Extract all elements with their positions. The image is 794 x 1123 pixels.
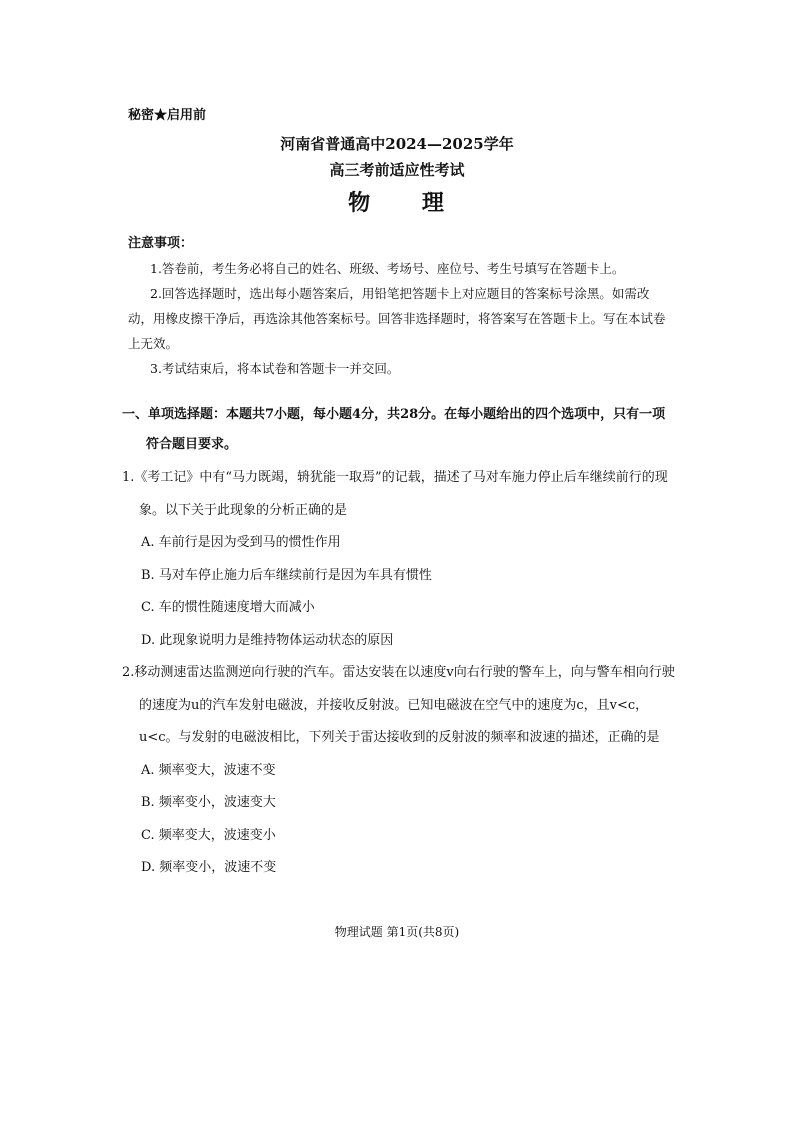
page-footer: 物理试题 第1页(共8页) bbox=[334, 925, 460, 939]
option-c: C. 频率变大，波速变小 bbox=[141, 827, 276, 843]
option-b: B. 马对车停止施力后车继续前行是因为车具有惯性 bbox=[141, 567, 432, 583]
notice-item-3: 3.考试结束后，将本试卷和答题卡一并交回。 bbox=[150, 361, 400, 376]
option-c: C. 车的惯性随速度增大而减小 bbox=[141, 600, 315, 615]
subject-title: 物 理 bbox=[348, 190, 466, 216]
question-stem: 1.《考工记》中有“马力既竭，辀犹能一取焉”的记载，描述了马对车施力停止后车继续前行的现象。以下关于此现象的分析正确的是 bbox=[122, 470, 668, 518]
option-a: A. 频率变大，波速不变 bbox=[141, 762, 276, 778]
option-b: B. 频率变小，波速变大 bbox=[141, 795, 276, 810]
notice-heading: 注意事项： bbox=[128, 236, 194, 251]
option-d: D. 此现象说明力是维持物体运动状态的原因 bbox=[141, 632, 394, 648]
question-2 bbox=[122, 657, 682, 885]
notice-item-1: 1.答卷前，考生务必将自己的姓名、班级、考场号、座位号、考生号填写在答题卡上。 bbox=[150, 261, 625, 276]
notice-item-2: 2.回答选择题时，选出每小题答案后，用铅笔把答题卡上对应题目的答案标号涂黑。如需改动，用橡皮擦干净后，再选涂其他答案标号。回答非选择题时，将答案写在答题卡上。写在本试卷上无效。 bbox=[128, 286, 666, 351]
section-heading-line1: 一、单项选择题：本题共7小题，每小题4分，共28分。在每小题给出的四个选项中，只有一项 bbox=[122, 407, 666, 422]
exam-title-line1: 河南省普通高中2024—2025学年 bbox=[280, 135, 514, 153]
question-1 bbox=[122, 462, 682, 657]
option-a: A. 车前行是因为受到马的惯性作用 bbox=[141, 535, 341, 550]
confidential-label: 秘密★启用前 bbox=[128, 108, 207, 123]
option-d: D. 频率变小，波速不变 bbox=[141, 860, 277, 875]
exam-title-line2: 高三考前适应性考试 bbox=[329, 161, 465, 179]
question-stem: 2.移动测速雷达监测逆向行驶的汽车。雷达安装在以速度v向右行驶的警车上，向与警车相向行驶的速度为u的汽车发射电磁波，并接收反射波。已知电磁波在空气中的速度为c，且v<c，u<c。与发射的电磁波相比，下列关于雷达接收到的反射波的频率和波速的描述，正确的是 bbox=[122, 665, 675, 745]
section-heading bbox=[122, 400, 682, 460]
section-heading-line2: 符合题目要求。 bbox=[146, 437, 238, 452]
